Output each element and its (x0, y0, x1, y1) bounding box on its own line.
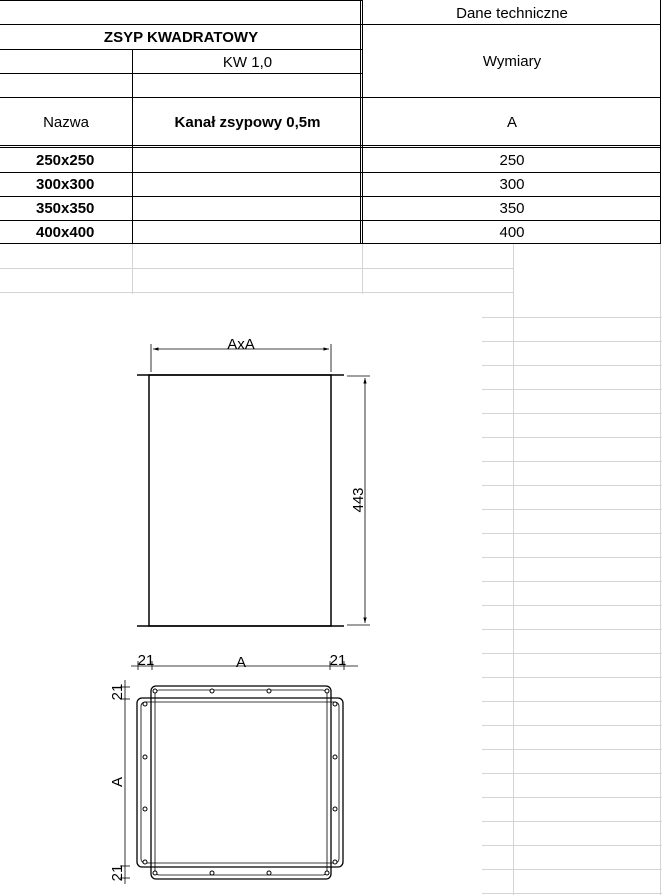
side-width-label: AxA (227, 336, 255, 353)
bolt-hole (210, 871, 214, 875)
side-height-label: 443 (350, 487, 367, 513)
flange-top-right-dim: 21 (329, 652, 347, 669)
dimensions-label: Wymiary (482, 52, 542, 70)
row-name: 350x350 (36, 200, 95, 217)
side-view-drawing (137, 344, 370, 626)
row-name: 250x250 (36, 151, 95, 169)
tech-data-header: Dane techniczne (456, 4, 568, 22)
bolt-hole (143, 702, 147, 706)
model-code: KW 1,0 (222, 53, 273, 71)
bolt-hole (210, 689, 214, 693)
flange-left-bottom-dim: 21 (109, 864, 126, 882)
row-name: 400x400 (36, 223, 95, 241)
flange-left-mid-dim: A (109, 776, 126, 788)
bolt-hole (325, 689, 329, 693)
bolt-hole (153, 689, 157, 693)
product-name: Kanał zsypowy 0,5m (174, 113, 321, 131)
bolt-hole (333, 807, 337, 811)
bolt-hole (143, 755, 147, 759)
bolt-hole (333, 860, 337, 864)
flange-left-top-dim: 21 (109, 683, 126, 701)
bolt-hole (333, 755, 337, 759)
bolt-hole (267, 871, 271, 875)
flange-top-left-dim: 21 (137, 652, 155, 669)
bolt-hole (325, 871, 329, 875)
dimension-a-label: A (506, 113, 517, 131)
bolt-hole (143, 860, 147, 864)
row-dimension-a: 350 (499, 200, 525, 217)
bolt-hole (153, 871, 157, 875)
bolt-hole (143, 807, 147, 811)
bolt-hole (333, 702, 337, 706)
row-name: 300x300 (36, 176, 95, 193)
row-dimension-a: 300 (499, 176, 525, 193)
flange-view-drawing (120, 661, 358, 884)
product-title: ZSYP KWADRATOWY (103, 29, 259, 46)
row-dimension-a: 250 (499, 151, 525, 169)
name-column-label: Nazwa (43, 113, 89, 131)
bolt-hole (267, 689, 271, 693)
row-dimension-a: 400 (499, 223, 525, 241)
flange-top-mid-dim: A (235, 654, 247, 671)
